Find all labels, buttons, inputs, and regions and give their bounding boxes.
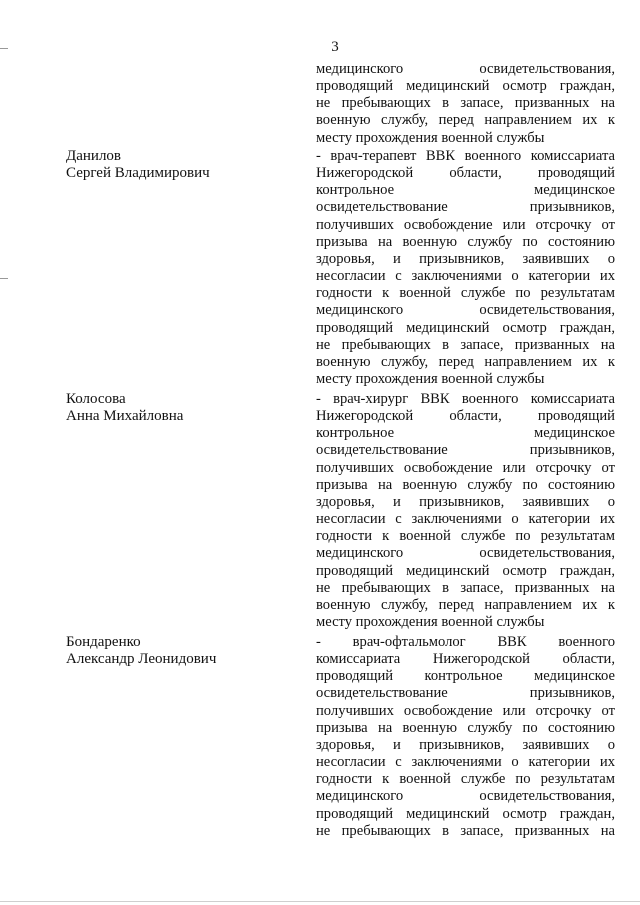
description-line: несогласии с заключениями о категории их (316, 268, 615, 285)
description-line: контрольное медицинское (316, 182, 615, 199)
description-line: медицинского освидетельствования, (316, 302, 615, 319)
description-line: медицинского освидетельствования, (316, 545, 615, 562)
description-line: получивших освобождение или отсрочку от (316, 216, 615, 233)
description-line: - врач-терапевт ВВК военного комиссариата (316, 148, 615, 164)
description-line: годности к военной службе по результатам (316, 285, 615, 302)
entry-description (316, 634, 615, 840)
given-names: Александр Леонидович (66, 651, 217, 668)
page-number: 3 (331, 39, 339, 55)
description-line: освидетельствование призывников, (316, 199, 615, 216)
description-line: освидетельствование призывников, (316, 685, 615, 702)
description-line: комиссариата Нижегородской области, (316, 651, 615, 668)
description-line: здоровья, и призывников, заявивших о (316, 493, 615, 510)
person-name (66, 391, 301, 425)
description-line: месту прохождения военной службы (316, 129, 545, 146)
description-line: контрольное медицинское (316, 425, 615, 442)
description-line: несогласии с заключениями о категории их (316, 754, 615, 771)
description-line: проводящий контрольное медицинское (316, 668, 615, 685)
description-line: - врач-хирург ВВК военного комиссариата (316, 391, 615, 407)
entry-description (316, 61, 615, 147)
entry-description (316, 148, 615, 388)
entry-description (316, 391, 615, 631)
description-line: военную службу, перед направлением их к (316, 353, 615, 370)
surname: Колосова (66, 391, 126, 407)
description-line: проводящий медицинский осмотр граждан, (316, 805, 615, 822)
description-line: медицинского освидетельствования, (316, 788, 615, 805)
description-line: - врач-офтальмолог ВВК военного (316, 634, 615, 650)
surname: Данилов (66, 148, 122, 164)
description-line: не пребывающих в запасе, призванных на (316, 95, 615, 112)
description-line: медицинского освидетельствования, (316, 61, 615, 77)
description-line: не пребывающих в запасе, призванных на (316, 579, 615, 596)
description-line: призыва на военную службу по состоянию (316, 476, 615, 493)
scan-bottom-edge (0, 901, 640, 902)
description-line: месту прохождения военной службы (316, 614, 545, 631)
scan-margin-mark (0, 278, 8, 279)
description-line: годности к военной службе по результатам (316, 528, 615, 545)
description-line: проводящий медицинский осмотр граждан, (316, 562, 615, 579)
given-names: Сергей Владимирович (66, 165, 210, 182)
description-line: годности к военной службе по результатам (316, 771, 615, 788)
description-line: здоровья, и призывников, заявивших о (316, 250, 615, 267)
surname: Бондаренко (66, 634, 141, 650)
description-line: Нижегородской области, проводящий (316, 165, 615, 182)
description-line: призыва на военную службу по состоянию (316, 719, 615, 736)
scan-margin-mark (0, 48, 8, 49)
description-line: проводящий медицинский осмотр граждан, (316, 319, 615, 336)
description-line: месту прохождения военной службы (316, 371, 545, 388)
description-line: получивших освобождение или отсрочку от (316, 702, 615, 719)
description-line: Нижегородской области, проводящий (316, 408, 615, 425)
description-line: проводящий медицинский осмотр граждан, (316, 78, 615, 95)
given-names: Анна Михайловна (66, 408, 184, 425)
description-line: получивших освобождение или отсрочку от (316, 459, 615, 476)
description-line: не пребывающих в запасе, призванных на (316, 822, 615, 839)
person-name (66, 634, 301, 668)
description-line: здоровья, и призывников, заявивших о (316, 736, 615, 753)
description-line: несогласии с заключениями о категории их (316, 511, 615, 528)
description-line: призыва на военную службу по состоянию (316, 233, 615, 250)
person-name (66, 148, 301, 182)
description-line: не пребывающих в запасе, призванных на (316, 336, 615, 353)
description-line: военную службу, перед направлением их к (316, 112, 615, 129)
description-line: военную службу, перед направлением их к (316, 596, 615, 613)
description-line: освидетельствование призывников, (316, 442, 615, 459)
